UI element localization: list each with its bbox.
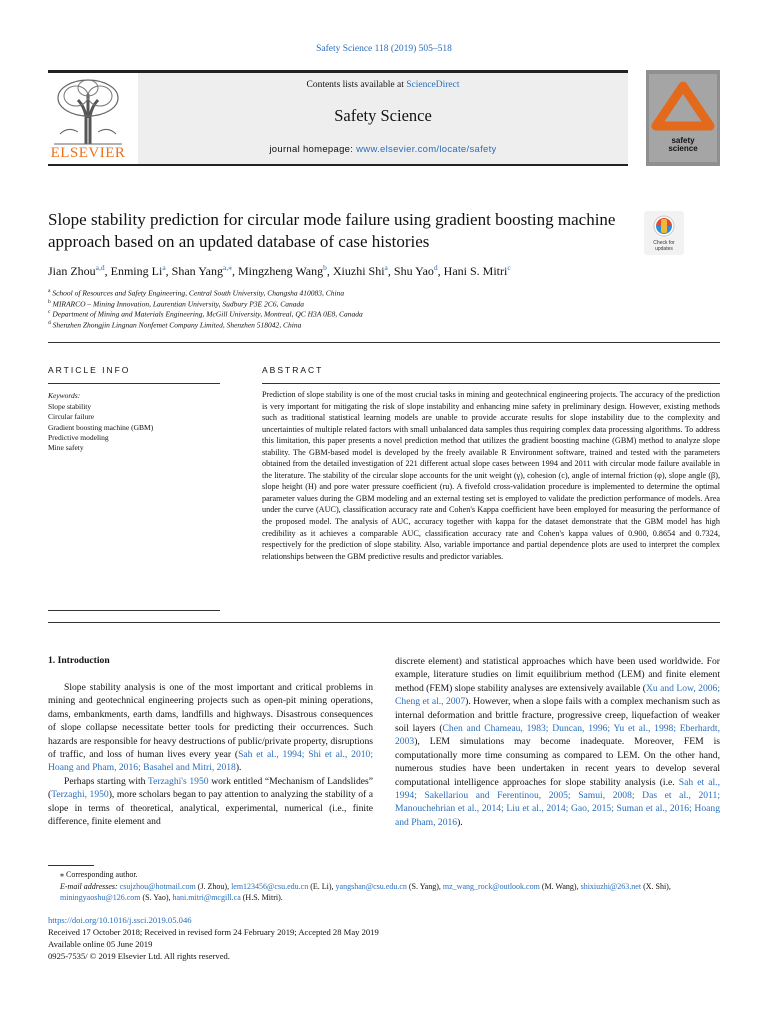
- copyright: 0925-7535/ © 2019 Elsevier Ltd. All rights reserved.: [48, 951, 230, 961]
- paragraph: [48, 775, 373, 829]
- author-affiliation-marker[interactable]: b: [323, 263, 327, 272]
- email-owner: (X. Shi),: [641, 881, 671, 891]
- email-owner: (E. Li),: [308, 881, 336, 891]
- author-affiliation-marker[interactable]: a,d: [95, 263, 105, 272]
- author-name[interactable]: Shan Yang: [171, 264, 224, 278]
- email-link[interactable]: hani.mitri@mcgill.ca: [172, 893, 241, 902]
- journal-title: Safety Science: [334, 106, 432, 125]
- keyword-item: Mine safety: [48, 443, 84, 453]
- journal-header: [48, 70, 720, 166]
- body-text: Slope stability analysis is one of the most important and critical problems in mining and geotechnical engineering projects such as open-pit mining operations, dams, embankments, earth dams, landfills and highways. Disastrous consequences of slope collapse necessitate better tools for predicting their occurrences. Such hazards are responsible for heavy destructions of public/private property, disruptions of traffic, and loss of human lives every year (: [48, 682, 373, 761]
- publication-info: [48, 914, 720, 962]
- cover-text: safety: [671, 136, 695, 145]
- keyword-item: Gradient boosting machine (GBM): [48, 422, 154, 432]
- author-name[interactable]: Shu Yao: [393, 264, 434, 278]
- email-owner: (M. Wang),: [539, 881, 581, 891]
- body-text: ), more scholars began to pay attention to analyzing the stability of a slope in terms of theoretical, analytical, experimental, numerical (i.e., finite difference, finite element and: [48, 789, 373, 828]
- homepage-prefix: journal homepage:: [269, 144, 357, 155]
- author-affiliation-marker[interactable]: a: [384, 263, 388, 272]
- citation-link[interactable]: Sah et al., 1994; Shi et al., 2010; Hoang and Pham, 2016; Basahel and Mitri, 2018: [48, 749, 373, 774]
- journal-cover-thumbnail[interactable]: [646, 70, 720, 166]
- abstract-text: Prediction of slope stability is one of the most crucial tasks in mining and geotechnical engineering projects. The accuracy of the prediction is very important for mitigating the risk of slope instability and enhancing mine safety in preliminary design. However, existing methods such as traditional statistical learning models are unable to provide accurate results for slope instability due to the complexity and uncertainties of multiple related factors with small unbalanced data samples thus requiring complex data processing algorithms. To address this limitation, this paper presents a novel prediction method that utilizes the gradient boosting machine (GBM) method to analyze slope stability. The GBM-based model is developed by the freely available R Environment software, trained and tested with the parameters obtained from the detailed investigation of 221 different actual slope cases between 1994 and 2011 with circular mode failure available in the literature. The stability of the circular slope accounts for the unit weight (γ), cohesion (c), angle of internal friction (φ), slope angle (β), slope height (H) and pore water pressure coefficient (ru). A fivefold cross-validation procedure is implemented to determine the optimal parameter values during the GBM modeling and an external testing set is employed to validate the prediction performance of models. Area under the curve (AUC), classification accuracy rate and Cohen's Kappa coefficient have been employed for measuring the performance of the proposed model. The analysis of AUC, accuracy together with kappa for the dataset demonstrate that the GBM model has high credibility as it achieves a comparable AUC, classification accuracy rate and Cohen's kappa values of 0.900, 0.8654 and 0.7324, respectively for the prediction of slope stability. Also, variable importance and partial dependence plots are used to interpret the complex relationships between the GBM predictive results and predictor variables.: [262, 390, 720, 561]
- body-text: Perhaps starting with: [64, 775, 148, 787]
- keyword-item: Slope stability: [48, 402, 92, 411]
- citation-link[interactable]: Xu and Low, 2006; Cheng et al., 2007: [395, 682, 720, 708]
- author-affiliation-marker[interactable]: a: [162, 263, 166, 272]
- header-bottom-rule: [48, 164, 628, 166]
- keyword-list: [48, 402, 153, 453]
- email-addresses: [48, 881, 720, 904]
- journal-cover-image: [646, 70, 720, 166]
- email-owner: (S. Yao),: [140, 893, 173, 902]
- abstract-heading: ABSTRACT: [262, 365, 324, 375]
- author-affiliation-marker[interactable]: c: [507, 263, 511, 272]
- svg-text:science: science: [668, 144, 698, 153]
- article-info-rule: [48, 383, 220, 384]
- affiliation-marker: a: [48, 288, 51, 294]
- author-name[interactable]: Enming Li: [110, 264, 163, 278]
- svg-text:Check for: Check for: [653, 240, 675, 246]
- header-center-panel: [138, 73, 628, 164]
- elsevier-wordmark: ELSEVIER: [50, 145, 126, 161]
- abstract-rule: [262, 383, 720, 384]
- affiliation-line: [48, 288, 720, 298]
- available-online: Available online 05 June 2019: [48, 939, 153, 949]
- affiliation-marker: c: [48, 309, 51, 315]
- body-text: ). However, when a slope fails with a complex mechanism such as internal deformation and brittle fracture, progressive creep, liquefaction of weaker soil layers (: [395, 696, 721, 735]
- body-column-left: [48, 681, 373, 828]
- sciencedirect-link[interactable]: ScienceDirect: [406, 80, 460, 90]
- body-text: ).: [457, 816, 463, 828]
- email-link[interactable]: mz_wang_rock@outlook.com: [442, 881, 540, 891]
- doi-link[interactable]: https://doi.org/10.1016/j.ssci.2019.05.046: [48, 915, 192, 925]
- contents-prefix: Contents lists available at: [306, 80, 407, 90]
- body-text: ), LEM simulations may become inadequate. Moreover, FEM is computationally more time consuming as compared to LEM. On the other hand, numerous studies have been undertaken in recent years to develop several computational intelligence approaches for slope stability analysis (i.e.: [395, 736, 720, 788]
- crossmark-badge[interactable]: [644, 211, 684, 255]
- footnotes: [48, 869, 720, 904]
- affiliation-line: [48, 299, 720, 309]
- body-text: discrete element) and statistical approaches which have been used worldwide. For example, literature studies on limit equilibrium method (LEM) and finite element method (FEM) slope stability analyses are extensively available (: [395, 656, 720, 694]
- body-column-right: [395, 655, 720, 829]
- homepage-link[interactable]: www.elsevier.com/locate/safety: [356, 144, 497, 155]
- keyword-item: Predictive modeling: [48, 432, 109, 442]
- email-link[interactable]: lem123456@csu.edu.cn: [231, 881, 309, 891]
- affiliation-text: Department of Mining and Materials Engineering, McGill University, Montreal, QC H3A 0E8, Canada: [50, 309, 363, 319]
- author-name[interactable]: Jian Zhou: [48, 264, 96, 278]
- article-title: Slope stability prediction for circular mode failure using gradient boosting machine approach based on an updated database of case histories: [48, 210, 616, 251]
- body-text: work entitled “Mechanism of Landslides” (: [48, 775, 373, 801]
- journal-reference[interactable]: [0, 44, 768, 54]
- elsevier-tree-icon: [48, 76, 128, 146]
- article-info-heading: ARTICLE INFO: [48, 365, 131, 375]
- affiliation-text: MIRARCO – Mining Innovation, Laurentian University, Sudbury P3E 2C6, Canada: [50, 299, 304, 308]
- homepage-line: [138, 144, 628, 155]
- body-top-rule: [48, 622, 720, 623]
- author-list: Jian Zhou$^{a,d}$, Enming Li$^a$, Shan Yang$^{a,⁎}$, Mingzheng Wang$^b$, Xiuzhi Shi$^a$, Shu Yao$^d$, Hani S. Mitri$^c$: [48, 263, 511, 278]
- affiliation-marker: d: [48, 319, 51, 326]
- corresponding-author-note: ⁎ Corresponding author.: [60, 870, 138, 879]
- keywords-label: Keywords:: [48, 391, 81, 400]
- email-link[interactable]: yangshan@csu.edu.cn: [335, 881, 407, 891]
- citation-link[interactable]: Chen and Chameau, 1983; Duncan, 1996; Yu et al., 1998; Eberhardt, 2003: [395, 723, 720, 748]
- affiliation-line: [48, 320, 720, 330]
- top-section-rule: [48, 342, 720, 343]
- svg-text:updates: updates: [655, 246, 673, 252]
- author-name[interactable]: Xiuzhi Shi: [332, 264, 385, 278]
- check-for-updates-icon: [644, 211, 684, 255]
- email-owner: (J. Zhou),: [195, 881, 232, 891]
- author-name[interactable]: Hani S. Mitri: [443, 264, 508, 278]
- introduction-heading: 1. Introduction: [48, 655, 110, 666]
- citation-link[interactable]: Sah et al., 1994; Sakellariou and Ferentinou, 2005; Samui, 2008; Das et al., 2011; Manouchehrian et al., 2014; Liu et al., 2014; Gao, 2015; Suman et al., 2016; Hoang and Pham, 2016: [395, 776, 720, 828]
- email-link[interactable]: shixiuzhi@263.net: [580, 881, 642, 891]
- author-affiliation-marker[interactable]: d: [433, 263, 438, 272]
- paragraph: [48, 681, 373, 775]
- email-owner: (S. Yang),: [406, 881, 443, 891]
- affiliation-text: Shenzhen Zhongjin Lingnan Nonfemet Company Limited, Shenzhen 518042, China: [50, 320, 302, 329]
- elsevier-logo[interactable]: [48, 76, 128, 162]
- affiliation-marker: b: [48, 298, 51, 305]
- email-label: E-mail addresses:: [60, 881, 120, 891]
- citation-link[interactable]: Terzaghi's 1950: [147, 775, 209, 787]
- footnote-rule: [48, 865, 94, 866]
- email-link[interactable]: csujzhou@hotmail.com: [119, 881, 196, 891]
- contents-line: [138, 80, 628, 90]
- email-link[interactable]: miningyaoshu@126.com: [60, 893, 141, 902]
- author-name[interactable]: Mingzheng Wang: [237, 264, 324, 278]
- article-info-bottom-rule: [48, 610, 220, 611]
- body-text: ).: [235, 762, 242, 774]
- author-affiliation-marker[interactable]: a,⁎: [223, 263, 232, 272]
- received-dates: Received 17 October 2018; Received in revised form 24 February 2019; Accepted 28 May 2019: [48, 927, 379, 937]
- email-owner: (H.S. Mitri).: [240, 893, 283, 902]
- affiliation-line: [48, 309, 720, 319]
- keyword-item: Circular failure: [48, 412, 95, 422]
- paragraph: [395, 655, 720, 829]
- journal-reference-link[interactable]: Safety Science 118 (2019) 505–518: [316, 44, 452, 54]
- affiliation-text: School of Resources and Safety Engineering, Central South University, Changsha 410083, China: [50, 288, 345, 298]
- citation-link[interactable]: Terzaghi, 1950: [51, 789, 109, 801]
